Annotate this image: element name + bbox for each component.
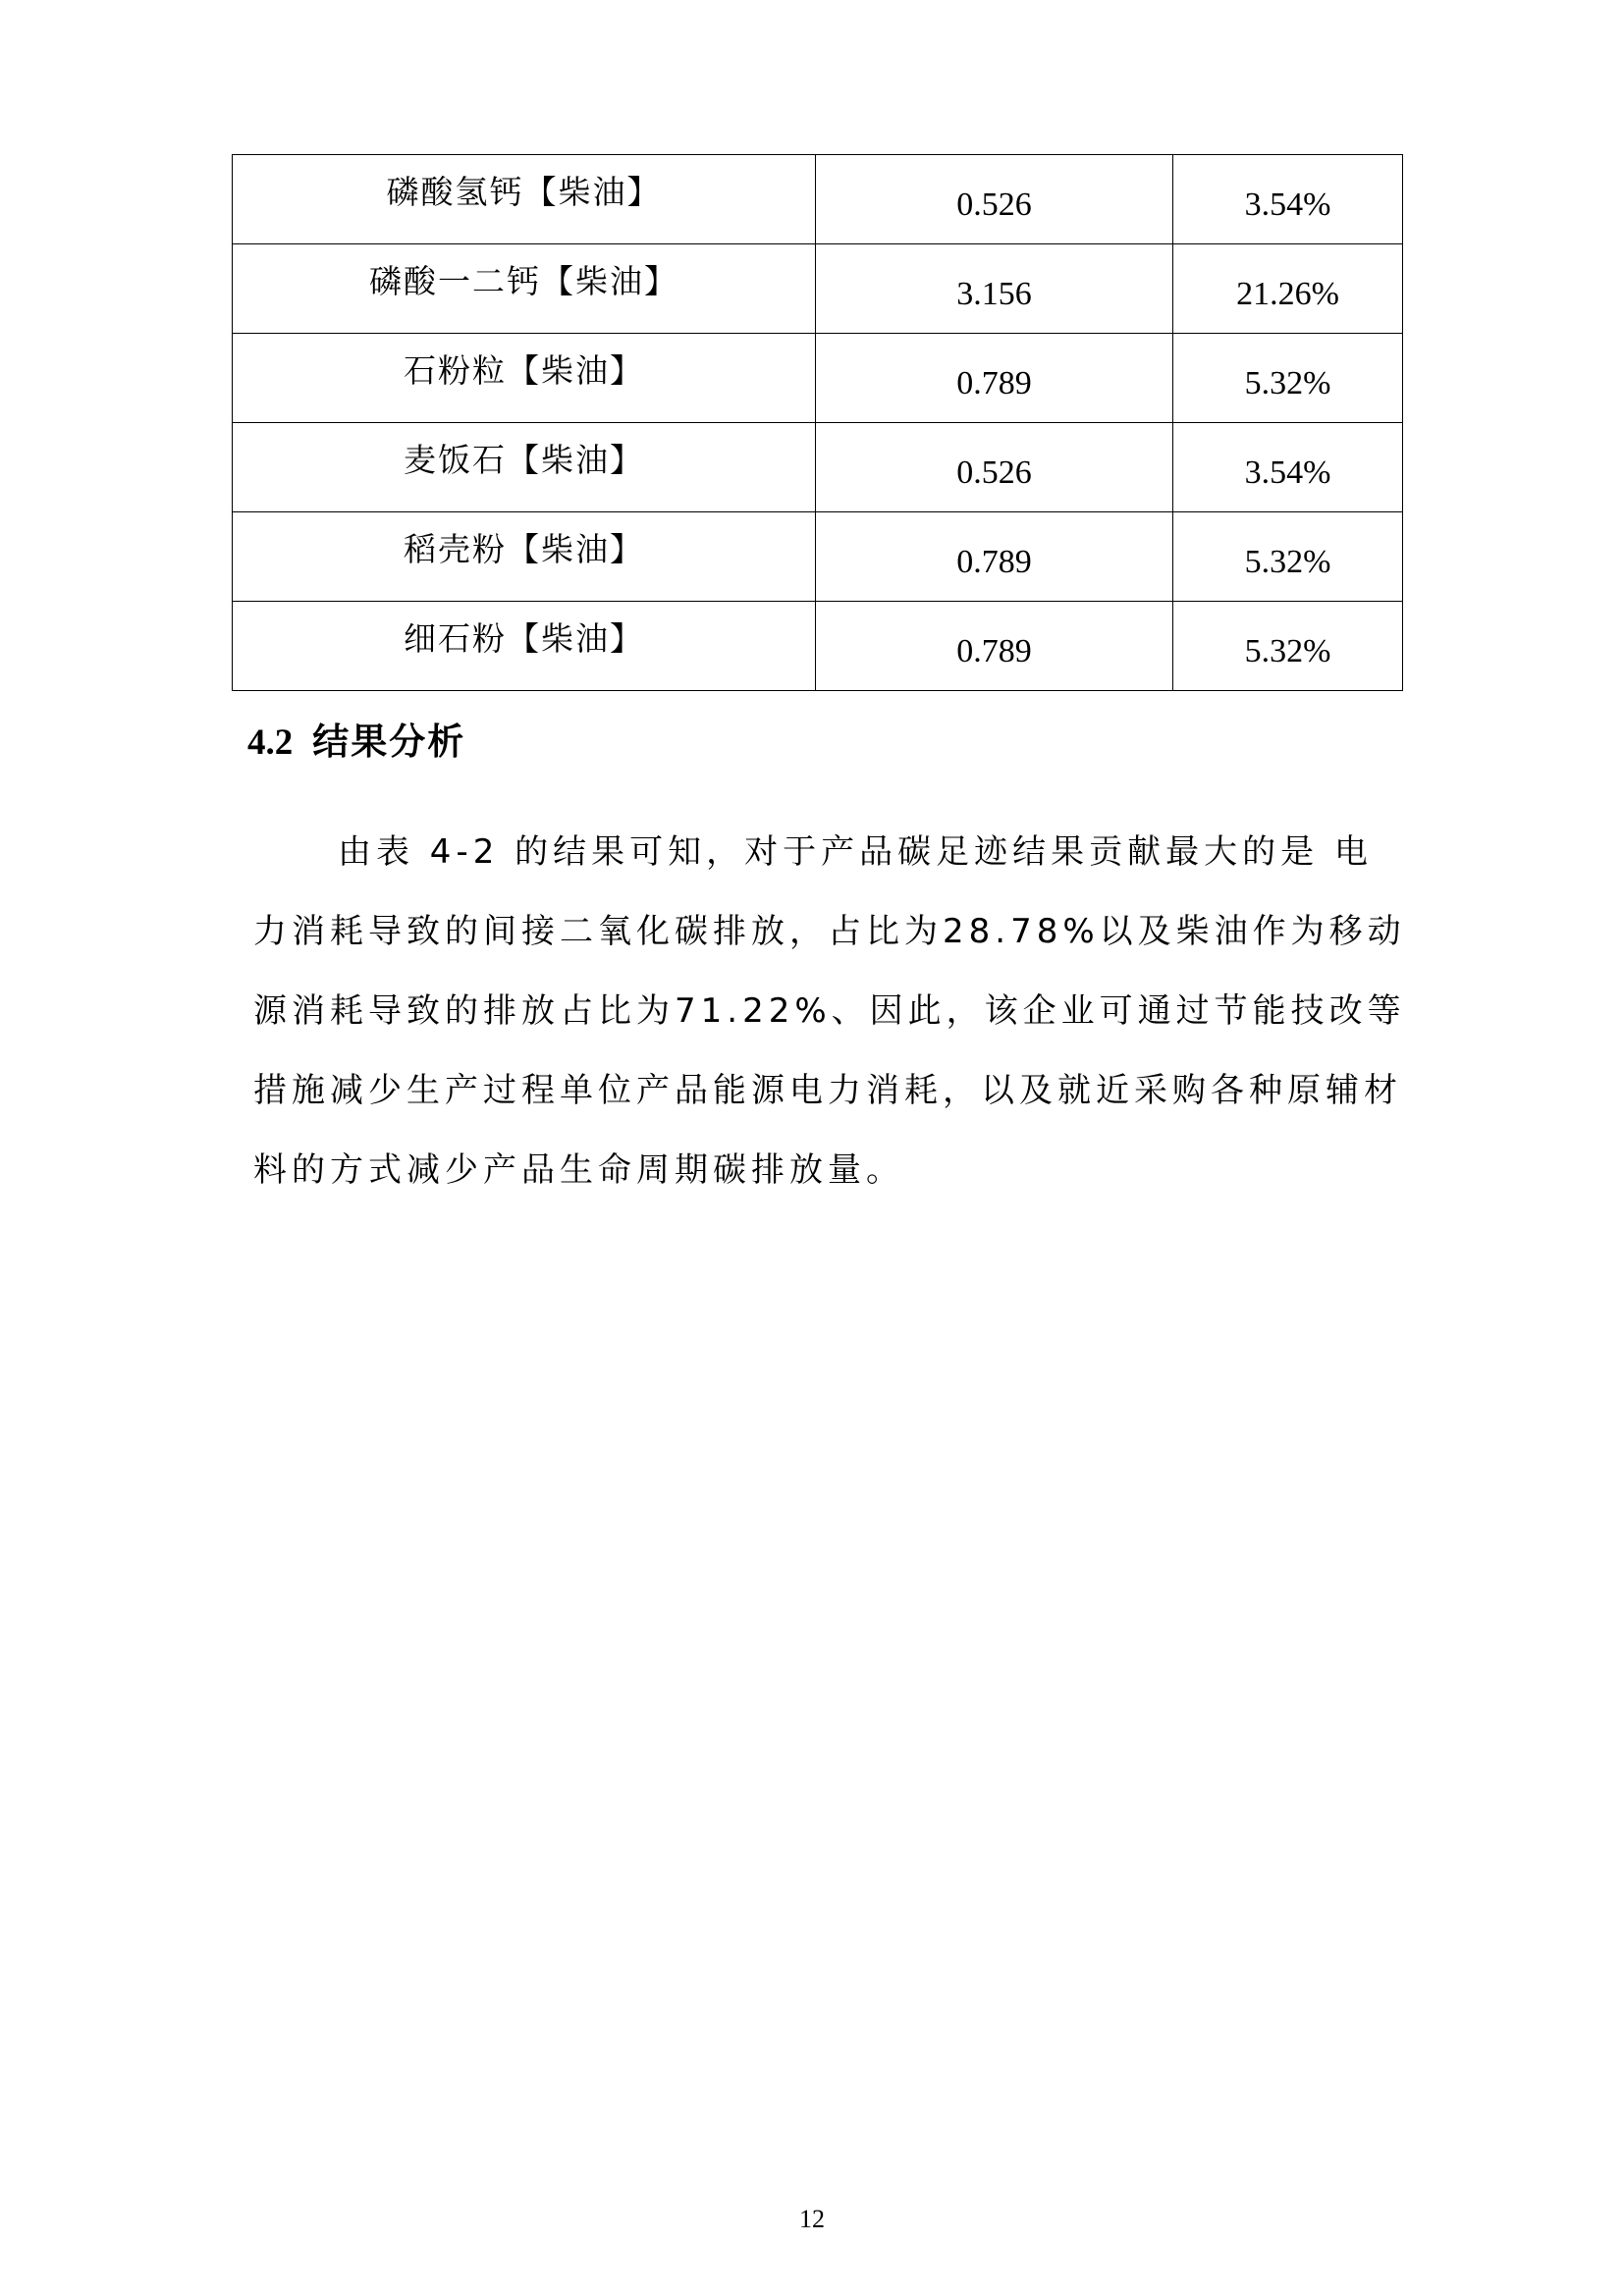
material-cell <box>233 244 816 334</box>
material-cell <box>233 155 816 244</box>
emission-percent: 3.54% <box>1244 454 1331 491</box>
table-row <box>233 602 1403 691</box>
material-name: 稻壳粉【柴油】 <box>404 529 644 568</box>
emission-table <box>232 154 1403 691</box>
material-name: 细石粉【柴油】 <box>404 618 644 658</box>
material-name: 磷酸一二钙【柴油】 <box>369 261 678 300</box>
paragraph-line: 由表 4-2 的结果可知，对于产品碳足迹结果贡献最大的是 电 <box>338 832 1373 872</box>
material-name: 磷酸氢钙【柴油】 <box>386 172 662 211</box>
paragraph-line: 力消耗导致的间接二氧化碳排放，占比为28.78%以及柴油作为移动 <box>253 912 1406 951</box>
table-row <box>233 512 1403 602</box>
material-name: 石粉粒【柴油】 <box>404 350 644 390</box>
material-name: 麦饭石【柴油】 <box>404 440 644 479</box>
emission-percent: 5.32% <box>1244 544 1331 580</box>
percent-cell <box>1173 334 1403 423</box>
section-number: 4.2 <box>247 722 294 763</box>
value-cell <box>816 602 1173 691</box>
material-cell <box>233 512 816 602</box>
value-cell <box>816 512 1173 602</box>
emission-percent: 3.54% <box>1244 187 1331 223</box>
material-cell <box>233 423 816 512</box>
emission-value: 0.526 <box>956 454 1032 491</box>
material-cell <box>233 602 816 691</box>
table-row <box>233 155 1403 244</box>
emission-value: 0.789 <box>956 633 1032 669</box>
table-row <box>233 244 1403 334</box>
paragraph-line: 料的方式减少产品生命周期碳排放量。 <box>253 1150 904 1190</box>
emission-value: 0.789 <box>956 365 1032 401</box>
emission-value: 3.156 <box>956 276 1032 312</box>
paragraph-line: 源消耗导致的排放占比为71.22%、因此，该企业可通过节能技改等 <box>253 991 1406 1031</box>
emission-value: 0.526 <box>956 187 1032 223</box>
material-cell <box>233 334 816 423</box>
emission-percent: 5.32% <box>1244 365 1331 401</box>
value-cell <box>816 334 1173 423</box>
emission-percent: 5.32% <box>1244 633 1331 669</box>
table-row <box>233 334 1403 423</box>
section-title: 结果分析 <box>312 721 466 763</box>
percent-cell <box>1173 423 1403 512</box>
section-heading <box>247 717 465 768</box>
page-number: 12 <box>799 2205 825 2233</box>
emission-value: 0.789 <box>956 544 1032 580</box>
table-row <box>233 423 1403 512</box>
paragraph-line: 措施减少生产过程单位产品能源电力消耗，以及就近采购各种原辅材 <box>253 1071 1402 1110</box>
percent-cell <box>1173 244 1403 334</box>
percent-cell <box>1173 155 1403 244</box>
value-cell <box>816 423 1173 512</box>
percent-cell <box>1173 512 1403 602</box>
percent-cell <box>1173 602 1403 691</box>
value-cell <box>816 244 1173 334</box>
emission-percent: 21.26% <box>1236 276 1339 312</box>
value-cell <box>816 155 1173 244</box>
